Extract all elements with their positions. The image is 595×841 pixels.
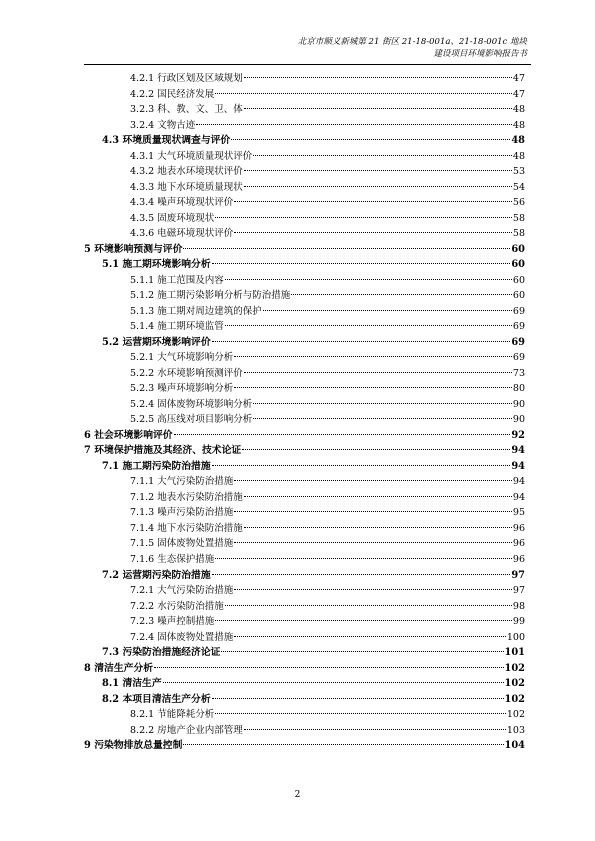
toc-entry-title: 5.1 施工期环境影响分析 bbox=[102, 259, 211, 271]
toc-entry[interactable] bbox=[84, 443, 525, 459]
toc-entry-title: 5.2.1 大气环境影响分析 bbox=[130, 352, 234, 364]
header-line-2: 建设项目环境影响报告书 bbox=[433, 49, 527, 59]
toc-dot-leader bbox=[225, 325, 512, 326]
toc-dot-leader bbox=[183, 248, 510, 249]
toc-entry-title: 7.1.6 生态保护措施 bbox=[130, 553, 215, 565]
toc-entry[interactable] bbox=[84, 273, 525, 289]
running-header bbox=[298, 36, 527, 60]
toc-entry[interactable] bbox=[84, 552, 525, 568]
toc-entry[interactable] bbox=[84, 335, 525, 351]
toc-entry-title: 5.1.1 施工范围及内容 bbox=[130, 274, 224, 286]
toc-dot-leader bbox=[234, 387, 512, 388]
toc-entry-page: 104 bbox=[504, 740, 525, 752]
toc-entry-title: 4.3.1 大气环境质量现状评价 bbox=[130, 150, 253, 162]
toc-entry-page: 54 bbox=[512, 181, 525, 193]
toc-entry-page: 94 bbox=[511, 460, 525, 472]
toc-dot-leader bbox=[244, 77, 512, 78]
toc-dot-leader bbox=[242, 449, 510, 450]
toc-dot-leader bbox=[163, 682, 504, 683]
toc-entry-page: 69 bbox=[512, 305, 525, 317]
toc-dot-leader bbox=[196, 124, 512, 125]
toc-entry[interactable] bbox=[84, 661, 525, 677]
toc-entry-page: 48 bbox=[512, 104, 525, 116]
toc-entry-page: 102 bbox=[504, 678, 525, 690]
toc-entry[interactable] bbox=[84, 490, 525, 506]
toc-entry-title: 8.2.1 节能降耗分析 bbox=[130, 709, 215, 721]
toc-entry-title: 7 环境保护措施及其经济、技术论证 bbox=[84, 445, 242, 457]
toc-dot-leader bbox=[244, 108, 512, 109]
toc-dot-leader bbox=[253, 418, 512, 419]
toc-entry[interactable] bbox=[84, 676, 525, 692]
toc-entry-page: 53 bbox=[512, 166, 525, 178]
toc-entry-title: 7.2.4 固体废物处置措施 bbox=[130, 631, 234, 643]
toc-entry[interactable] bbox=[84, 102, 525, 118]
table-of-contents bbox=[84, 71, 525, 754]
toc-entry[interactable] bbox=[84, 521, 525, 537]
toc-entry[interactable] bbox=[84, 474, 525, 490]
toc-entry-title: 8.2.2 房地产企业内部管理 bbox=[130, 724, 243, 736]
page-number: 2 bbox=[294, 790, 301, 800]
toc-entry[interactable] bbox=[84, 350, 525, 366]
toc-dot-leader bbox=[154, 667, 504, 668]
toc-entry[interactable] bbox=[84, 257, 525, 273]
toc-dot-leader bbox=[174, 434, 511, 435]
header-rule bbox=[84, 64, 531, 65]
toc-entry-page: 48 bbox=[512, 119, 525, 131]
toc-entry[interactable] bbox=[84, 226, 525, 242]
toc-entry-page: 58 bbox=[512, 212, 525, 224]
toc-dot-leader bbox=[234, 636, 506, 637]
toc-entry[interactable] bbox=[84, 397, 525, 413]
toc-entry-page: 95 bbox=[512, 507, 525, 519]
toc-dot-leader bbox=[231, 139, 510, 140]
toc-entry[interactable] bbox=[84, 738, 525, 754]
toc-dot-leader bbox=[234, 589, 512, 590]
toc-entry[interactable] bbox=[84, 118, 525, 134]
toc-entry-title: 5.2.2 水环境影响预测评价 bbox=[130, 367, 243, 379]
toc-entry-title: 7.2 运营期污染防治措施 bbox=[102, 569, 211, 581]
toc-entry-title: 4.3.3 地下水环境质量现状 bbox=[130, 181, 243, 193]
toc-entry[interactable] bbox=[84, 288, 525, 304]
toc-dot-leader bbox=[212, 341, 511, 342]
toc-entry-title: 5.1.2 施工期污染影响分析与防治措施 bbox=[130, 290, 291, 302]
toc-entry-page: 102 bbox=[506, 709, 525, 721]
toc-dot-leader bbox=[263, 310, 512, 311]
toc-entry[interactable] bbox=[84, 568, 525, 584]
toc-entry-title: 5.2 运营期环境影响评价 bbox=[102, 336, 211, 348]
toc-entry[interactable] bbox=[84, 459, 525, 475]
toc-entry-title: 5.1.4 施工期环境监管 bbox=[130, 321, 224, 333]
header-line-1: 北京市顺义新城第 21 街区 21-18-001a、21-18-001c 地块 bbox=[297, 37, 527, 47]
toc-entry[interactable] bbox=[84, 536, 525, 552]
toc-dot-leader bbox=[244, 372, 512, 373]
toc-entry[interactable] bbox=[84, 71, 525, 87]
toc-entry-title: 4.3.2 地表水环境现状评价 bbox=[130, 166, 243, 178]
toc-entry-page: 96 bbox=[512, 553, 525, 565]
toc-dot-leader bbox=[212, 465, 511, 466]
toc-entry[interactable] bbox=[84, 614, 525, 630]
toc-entry[interactable] bbox=[84, 242, 525, 258]
toc-entry-page: 100 bbox=[506, 631, 525, 643]
toc-entry[interactable] bbox=[84, 583, 525, 599]
toc-entry-title: 7.1 施工期污染防治措施 bbox=[102, 460, 211, 472]
toc-entry[interactable] bbox=[84, 599, 525, 615]
toc-entry[interactable] bbox=[84, 412, 525, 428]
toc-entry-page: 94 bbox=[512, 491, 525, 503]
toc-entry-page: 103 bbox=[506, 724, 525, 736]
toc-entry-title: 8.2 本项目清洁生产分析 bbox=[102, 693, 211, 705]
toc-entry[interactable] bbox=[84, 319, 525, 335]
toc-dot-leader bbox=[215, 713, 506, 714]
toc-entry-page: 102 bbox=[504, 693, 525, 705]
toc-entry-title: 7.1.1 大气污染防治措施 bbox=[130, 476, 234, 488]
toc-entry-page: 90 bbox=[512, 414, 525, 426]
toc-entry-page: 94 bbox=[511, 445, 525, 457]
toc-entry-title: 6 社会环境影响评价 bbox=[84, 429, 173, 441]
toc-entry-page: 69 bbox=[512, 352, 525, 364]
toc-dot-leader bbox=[253, 403, 512, 404]
toc-dot-leader bbox=[234, 542, 512, 543]
toc-entry-page: 73 bbox=[512, 367, 525, 379]
toc-entry-page: 102 bbox=[504, 662, 525, 674]
toc-entry-title: 5.2.5 高压线对项目影响分析 bbox=[130, 414, 253, 426]
toc-entry[interactable] bbox=[84, 133, 525, 149]
toc-entry-page: 97 bbox=[512, 585, 525, 597]
toc-dot-leader bbox=[215, 217, 512, 218]
toc-dot-leader bbox=[212, 698, 504, 699]
toc-entry-page: 99 bbox=[512, 616, 525, 628]
toc-entry[interactable] bbox=[84, 707, 525, 723]
toc-dot-leader bbox=[212, 574, 511, 575]
toc-dot-leader bbox=[234, 232, 512, 233]
toc-entry-page: 90 bbox=[512, 398, 525, 410]
toc-entry[interactable] bbox=[84, 195, 525, 211]
toc-entry[interactable] bbox=[84, 87, 525, 103]
toc-dot-leader bbox=[215, 620, 512, 621]
toc-entry-page: 47 bbox=[512, 73, 525, 84]
toc-entry[interactable] bbox=[84, 304, 525, 320]
toc-entry-page: 69 bbox=[511, 336, 525, 348]
toc-entry-page: 56 bbox=[512, 197, 525, 209]
toc-entry[interactable] bbox=[84, 164, 525, 180]
toc-entry-title: 4.3.4 噪声环境现状评价 bbox=[130, 197, 234, 209]
toc-entry[interactable] bbox=[84, 211, 525, 227]
toc-entry-page: 80 bbox=[512, 383, 525, 395]
toc-dot-leader bbox=[244, 729, 506, 730]
toc-entry-page: 101 bbox=[504, 647, 525, 659]
toc-entry[interactable] bbox=[84, 180, 525, 196]
toc-entry[interactable] bbox=[84, 645, 525, 661]
toc-entry-page: 96 bbox=[512, 522, 525, 534]
toc-entry-page: 60 bbox=[511, 243, 525, 255]
toc-dot-leader bbox=[234, 511, 512, 512]
toc-dot-leader bbox=[291, 294, 512, 295]
toc-dot-leader bbox=[234, 201, 512, 202]
toc-entry-title: 7.1.2 地表水污染防治措施 bbox=[130, 491, 243, 503]
toc-dot-leader bbox=[221, 651, 503, 652]
toc-entry-page: 47 bbox=[512, 88, 525, 100]
toc-entry[interactable] bbox=[84, 381, 525, 397]
toc-dot-leader bbox=[225, 605, 512, 606]
toc-entry-title: 3.2.4 文物古迹 bbox=[130, 119, 196, 131]
toc-dot-leader bbox=[212, 263, 511, 264]
toc-entry[interactable] bbox=[84, 723, 525, 739]
toc-dot-leader bbox=[225, 279, 512, 280]
toc-dot-leader bbox=[244, 170, 512, 171]
toc-entry-page: 60 bbox=[511, 259, 525, 271]
toc-entry-page: 58 bbox=[512, 228, 525, 240]
toc-entry-title: 5 环境影响预测与评价 bbox=[84, 243, 183, 255]
toc-entry-title: 7.1.4 地下水污染防治措施 bbox=[130, 522, 243, 534]
toc-entry[interactable] bbox=[84, 149, 525, 165]
toc-entry-title: 7.1.5 固体废物处置措施 bbox=[130, 538, 234, 550]
toc-entry-title: 8 清洁生产分析 bbox=[84, 662, 154, 674]
toc-dot-leader bbox=[183, 744, 503, 745]
toc-entry-page: 96 bbox=[512, 538, 525, 550]
toc-dot-leader bbox=[253, 155, 512, 156]
toc-entry-page: 69 bbox=[512, 321, 525, 333]
toc-entry-title: 4.2.2 国民经济发展 bbox=[130, 88, 215, 100]
toc-entry-page: 60 bbox=[512, 274, 525, 286]
toc-entry-title: 5.2.4 固体废物环境影响分析 bbox=[130, 398, 253, 410]
toc-entry-title: 3.2.3 科、教、文、卫、体 bbox=[130, 104, 243, 116]
toc-entry-page: 60 bbox=[512, 290, 525, 302]
toc-entry[interactable] bbox=[84, 366, 525, 382]
toc-entry-page: 98 bbox=[512, 600, 525, 612]
toc-entry-title: 4.2.1 行政区划及区域规划 bbox=[130, 73, 243, 84]
toc-entry-title: 9 污染物排放总量控制 bbox=[84, 740, 183, 752]
toc-entry-title: 4.3.5 固废环境现状 bbox=[130, 212, 215, 224]
toc-entry-title: 8.1 清洁生产 bbox=[102, 678, 162, 690]
toc-dot-leader bbox=[215, 93, 512, 94]
toc-entry-title: 7.2.3 噪声控制措施 bbox=[130, 616, 215, 628]
toc-entry-title: 7.2.2 水污染防治措施 bbox=[130, 600, 224, 612]
toc-entry-title: 7.2.1 大气污染防治措施 bbox=[130, 585, 234, 597]
toc-entry-title: 4.3.6 电磁环境现状评价 bbox=[130, 228, 234, 240]
toc-entry[interactable] bbox=[84, 505, 525, 521]
toc-dot-leader bbox=[234, 480, 512, 481]
toc-dot-leader bbox=[244, 186, 512, 187]
toc-entry[interactable] bbox=[84, 428, 525, 444]
toc-dot-leader bbox=[244, 527, 512, 528]
toc-entry-page: 48 bbox=[512, 150, 525, 162]
toc-entry-page: 97 bbox=[511, 569, 525, 581]
toc-entry-page: 48 bbox=[511, 135, 525, 147]
toc-entry-title: 7.3 污染防治措施经济论证 bbox=[102, 647, 221, 659]
toc-entry-page: 94 bbox=[512, 476, 525, 488]
toc-entry-title: 7.1.3 噪声污染防治措施 bbox=[130, 507, 234, 519]
toc-entry-page: 92 bbox=[511, 429, 525, 441]
toc-entry[interactable] bbox=[84, 692, 525, 708]
toc-dot-leader bbox=[234, 356, 512, 357]
toc-entry-title: 5.1.3 施工期对周边建筑的保护 bbox=[130, 305, 262, 317]
toc-entry[interactable] bbox=[84, 630, 525, 646]
toc-dot-leader bbox=[215, 558, 512, 559]
toc-entry-title: 5.2.3 噪声环境影响分析 bbox=[130, 383, 234, 395]
toc-dot-leader bbox=[244, 496, 512, 497]
toc-entry-title: 4.3 环境质量现状调查与评价 bbox=[102, 135, 231, 147]
